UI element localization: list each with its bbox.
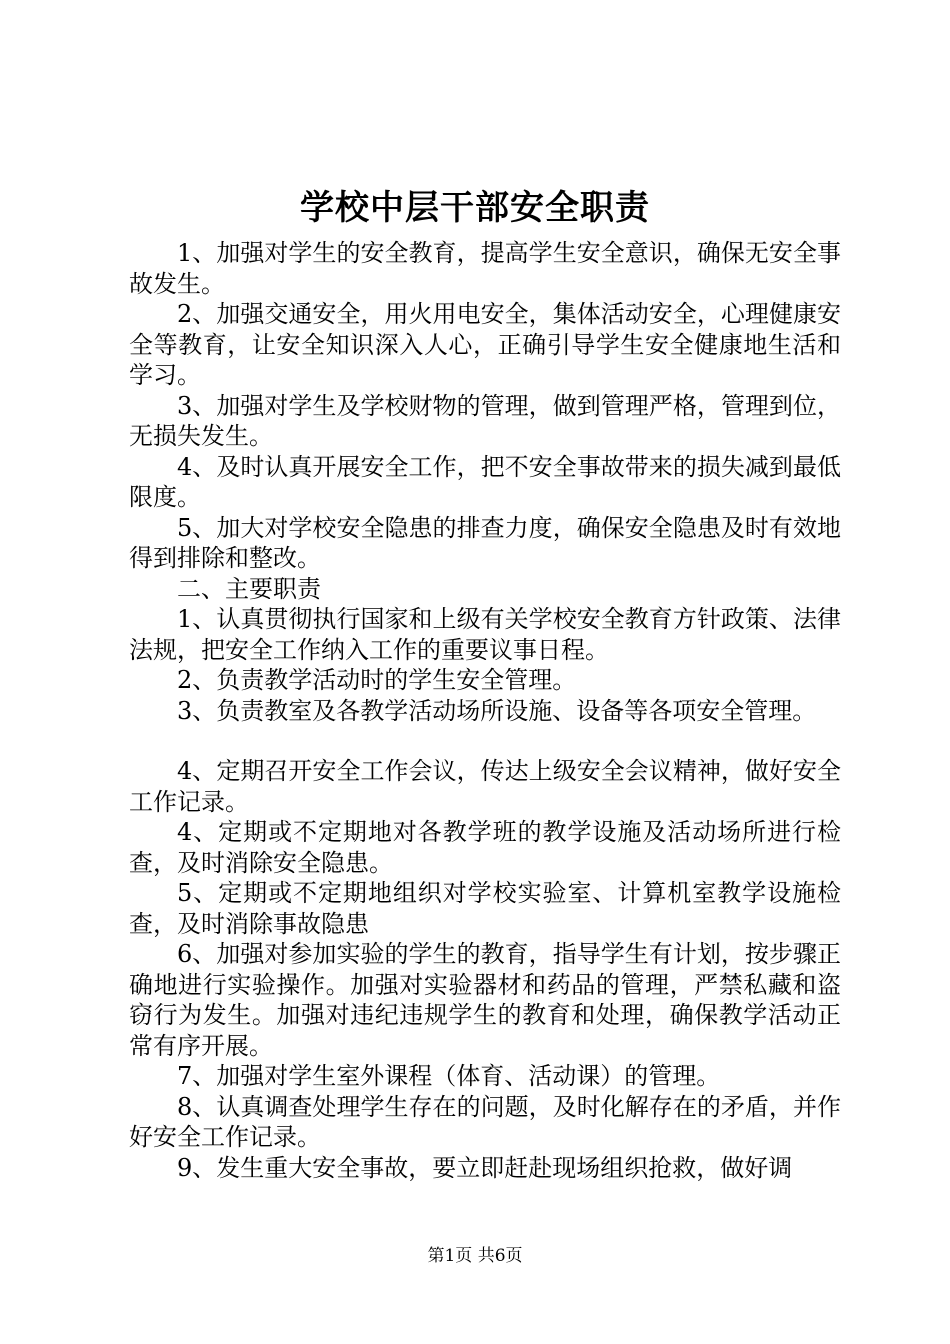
duty-paragraph: 2、加强交通安全，用火用电安全，集体活动安全，心理健康安全等教育，让安全知识深入人心，正确引导学生安全健康地生活和学习。 xyxy=(129,300,841,389)
duty-paragraph: 3、加强对学生及学校财物的管理，做到管理严格，管理到位，无损失发生。 xyxy=(129,391,841,450)
duty-paragraph: 4、定期或不定期地对各教学班的教学设施及活动场所进行检查，及时消除安全隐患。 xyxy=(129,818,841,877)
duty-paragraph: 8、认真调查处理学生存在的问题，及时化解存在的矛盾，并作好安全工作记录。 xyxy=(129,1092,841,1151)
duty-paragraph: 4、定期召开安全工作会议，传达上级安全会议精神，做好安全工作记录。 xyxy=(129,757,841,816)
section-heading: 二、主要职责 xyxy=(177,574,321,603)
document-body xyxy=(129,238,841,1183)
document-title: 学校中层干部安全职责 xyxy=(300,188,650,228)
duty-paragraph: 7、加强对学生室外课程（体育、活动课）的管理。 xyxy=(177,1062,721,1090)
duty-paragraph: 1、认真贯彻执行国家和上级有关学校安全教育方针政策、法律法规，把安全工作纳入工作的重要议事日程。 xyxy=(129,605,841,664)
duty-paragraph: 5、定期或不定期地组织对学校实验室、计算机室教学设施检查，及时消除事故隐患 xyxy=(129,879,841,938)
duty-paragraph: 1、加强对学生的安全教育，提高学生安全意识，确保无安全事故发生。 xyxy=(129,239,841,298)
duty-paragraph: 6、加强对参加实验的学生的教育，指导学生有计划，按步骤正确地进行实验操作。加强对实验器材和药品的管理，严禁私藏和盗窃行为发生。加强对违纪违规学生的教育和处理，确保教学活动正常有序开展。 xyxy=(129,940,841,1060)
duty-paragraph: 9、发生重大安全事故，要立即赶赴现场组织抢救，做好调 xyxy=(177,1153,793,1182)
duty-paragraph: 2、负责教学活动时的学生安全管理。 xyxy=(177,666,577,694)
duty-paragraph: 5、加大对学校安全隐患的排查力度，确保安全隐患及时有效地得到排除和整改。 xyxy=(129,513,841,572)
page-number: 第1页 共6页 xyxy=(427,1246,523,1266)
duty-paragraph: 3、负责教室及各教学活动场所设施、设备等各项安全管理。 xyxy=(177,696,817,725)
duty-paragraph: 4、及时认真开展安全工作，把不安全事故带来的损失减到最低限度。 xyxy=(129,452,841,511)
